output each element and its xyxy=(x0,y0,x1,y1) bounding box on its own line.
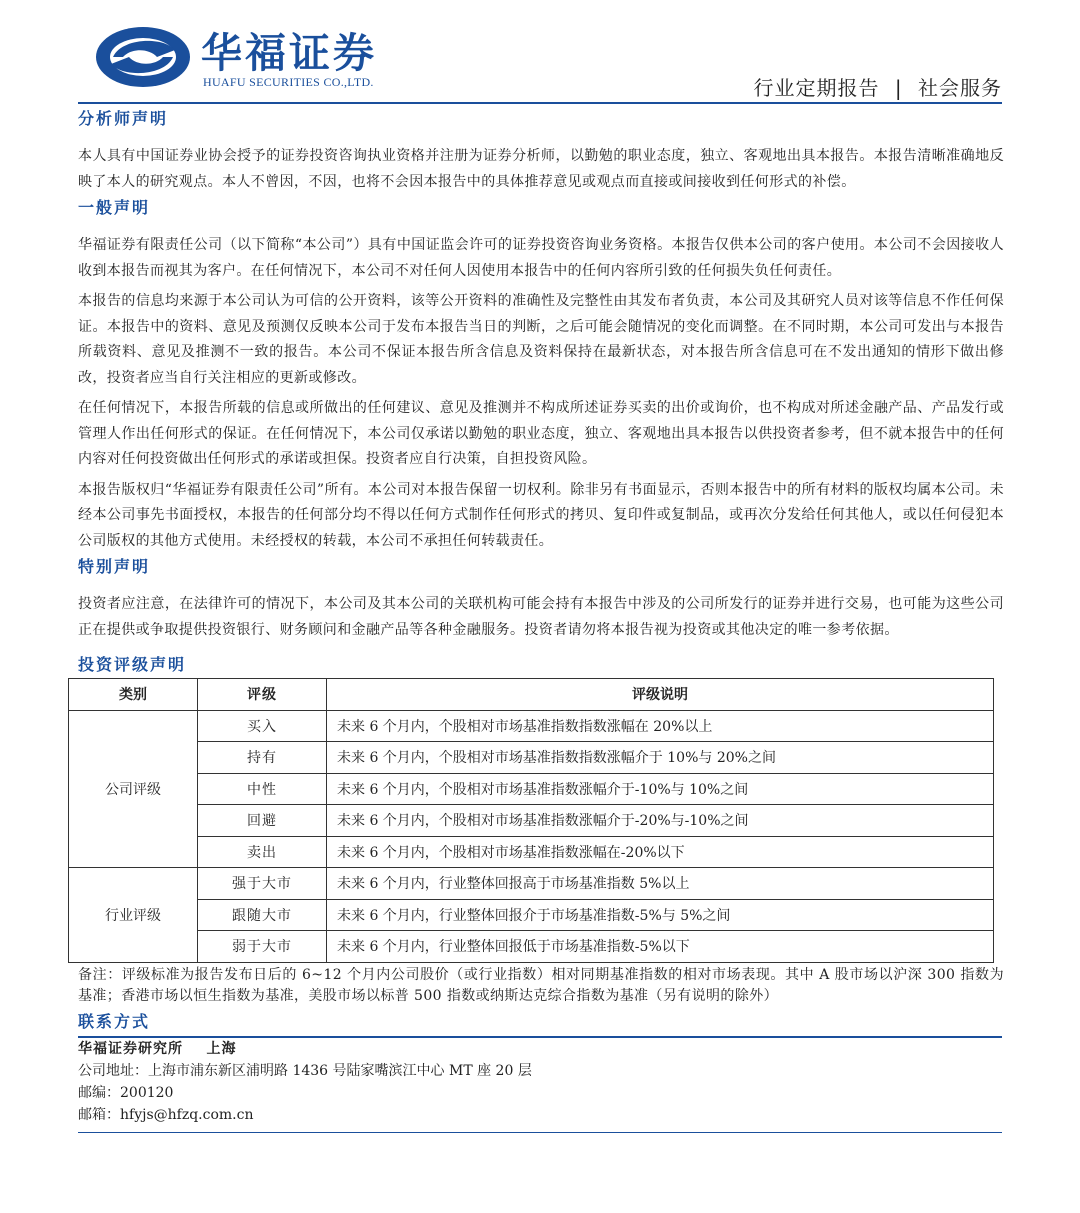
rating-statement-title: 投资评级声明 xyxy=(78,655,187,674)
logo-chinese-name: 华福证券 xyxy=(201,29,377,77)
contact-postcode: 邮编：200120 xyxy=(78,1084,174,1101)
rating-cell: 持有 xyxy=(198,742,327,774)
rating-note: 备注：评级标准为报告发布日后的 6~12 个月内公司股价（或行业指数）相对同期基准指数的相对市场表现。其中 A 股市场以沪深 300 指数为基准；香港市场以恒生指数为基准，美股市场以标普 500 指数或纳斯达克综合指数为基准（另有说明的除外） xyxy=(78,966,1004,1004)
report-category xyxy=(754,72,1002,101)
rating-cell: 跟随大市 xyxy=(198,899,327,931)
special-statement-title: 特别声明 xyxy=(78,557,151,576)
general-paragraph-3: 在任何情况下，本报告所载的信息或所做出的任何建议、意见及推测并不构成所述证券买卖的出价或询价，也不构成对所述金融产品、产品发行或管理人作出任何形式的保证。在任何情况下，本公司仅承诺以勤勉的职业态度，独立、客观地出具本报告以供投资者参考，但不就本报告中的任何内容对任何投资做出任何形式的承诺或担保。投资者应自行决策，自担投资风险。 xyxy=(78,400,1004,467)
company-logo xyxy=(93,20,393,100)
description-cell: 未来 6 个月内，行业整体回报低于市场基准指数-5%以下 xyxy=(327,931,994,963)
table-row xyxy=(69,805,994,837)
rating-cell: 中性 xyxy=(198,773,327,805)
description-cell: 未来 6 个月内，个股相对市场基准指数指数涨幅在 20%以上 xyxy=(327,710,994,742)
table-row xyxy=(69,899,994,931)
table-row xyxy=(69,742,994,774)
contact-title: 联系方式 xyxy=(78,1011,151,1031)
header-rating: 评级 xyxy=(198,679,327,711)
rating-cell: 买入 xyxy=(198,710,327,742)
table-row xyxy=(69,836,994,868)
rating-cell: 卖出 xyxy=(198,836,327,868)
general-paragraph-4: 本报告版权归“华福证券有限责任公司”所有。本公司对本报告保留一切权利。除非另有书面显示，否则本报告中的所有材料的版权均属本公司。未经本公司事先书面授权，本报告的任何部分均不得以任何方式制作任何形式的拷贝、复印件或复制品，或再次分发给任何其他人，或以任何侵犯本公司版权的其他方式使用。未经授权的转载，本公司不承担任何转载责任。 xyxy=(78,481,1004,549)
logo-english-name: HUAFU SECURITIES CO.,LTD. xyxy=(203,75,374,89)
industry-name: 社会服务 xyxy=(918,76,1002,100)
report-type: 行业定期报告 xyxy=(753,76,880,100)
category-industry: 行业评级 xyxy=(69,868,198,963)
table-row xyxy=(69,931,994,963)
description-cell: 未来 6 个月内，个股相对市场基准指数指数涨幅介于 10%与 20%之间 xyxy=(327,742,994,774)
special-paragraph: 投资者应注意，在法律许可的情况下，本公司及其本公司的关联机构可能会持有本报告中涉及的公司所发行的证券并进行交易，也可能为这些公司正在提供或争取提供投资银行、财务顾问和金融产品等各种金融服务。投资者请勿将本报告视为投资或其他决定的唯一参考依据。 xyxy=(78,596,1004,638)
contact-address: 公司地址：上海市浦东新区浦明路 1436 号陆家嘴滨江中心 MT 座 20 层 xyxy=(78,1062,532,1079)
huafu-logo-icon xyxy=(93,24,193,90)
table-row xyxy=(69,868,994,900)
header-description: 评级说明 xyxy=(327,679,994,711)
analyst-paragraph: 本人具有中国证券业协会授予的证券投资咨询执业资格并注册为证券分析师，以勤勉的职业态度，独立、客观地出具本报告。本报告清晰准确地反映了本人的研究观点。本人不曾因，不因，也将不会因本报告中的具体推荐意见或观点而直接或间接收到任何形式的补偿。 xyxy=(78,148,1004,190)
contact-info xyxy=(78,1038,1004,1126)
header-separator: | xyxy=(894,76,903,100)
rating-cell: 弱于大市 xyxy=(198,931,327,963)
general-paragraph-2: 本报告的信息均来源于本公司认为可信的公开资料，该等公开资料的准确性及完整性由其发布者负责，本公司及其研究人员对该等信息不作任何保证。本报告中的资料、意见及预测仅反映本公司于发布本报告当日的判断，之后可能会随情况的变化而调整。在不同时期，本公司可发出与本报告所载资料、意见及推测不一致的报告。本公司不保证本报告所含信息及资料保持在最新状态，对本报告所含信息可在不发出通知的情形下做出修改，投资者应当自行关注相应的更新或修改。 xyxy=(78,293,1004,386)
header-divider xyxy=(78,102,1002,104)
contact-email: 邮箱：hfyjs@hfzq.com.cn xyxy=(78,1106,254,1123)
contact-org: 华福证券研究所 上海 xyxy=(78,1040,237,1057)
table-row xyxy=(69,710,994,742)
table-row xyxy=(69,773,994,805)
general-paragraph-1: 华福证券有限责任公司（以下简称“本公司”）具有中国证监会许可的证券投资咨询业务资格。本报告仅供本公司的客户使用。本公司不会因接收人收到本报告而视其为客户。在任何情况下，本公司不对任何人因使用本报告中的任何内容所引致的任何损失负任何责任。 xyxy=(78,237,1004,279)
description-cell: 未来 6 个月内，个股相对市场基准指数涨幅介于-20%与-10%之间 xyxy=(327,805,994,837)
description-cell: 未来 6 个月内，个股相对市场基准指数涨幅介于-10%与 10%之间 xyxy=(327,773,994,805)
analyst-statement-title: 分析师声明 xyxy=(78,109,169,128)
general-statement-title: 一般声明 xyxy=(78,198,151,217)
rating-table-header xyxy=(69,679,994,711)
rating-cell: 强于大市 xyxy=(198,868,327,900)
footer-divider xyxy=(78,1132,1002,1133)
category-company: 公司评级 xyxy=(69,710,198,868)
description-cell: 未来 6 个月内，行业整体回报高于市场基准指数 5%以上 xyxy=(327,868,994,900)
description-cell: 未来 6 个月内，行业整体回报介于市场基准指数-5%与 5%之间 xyxy=(327,899,994,931)
header-category: 类别 xyxy=(69,679,198,711)
description-cell: 未来 6 个月内，个股相对市场基准指数涨幅在-20%以下 xyxy=(327,836,994,868)
page-header xyxy=(0,0,1080,105)
page-content xyxy=(78,106,1004,1133)
rating-cell: 回避 xyxy=(198,805,327,837)
rating-table xyxy=(68,678,994,963)
